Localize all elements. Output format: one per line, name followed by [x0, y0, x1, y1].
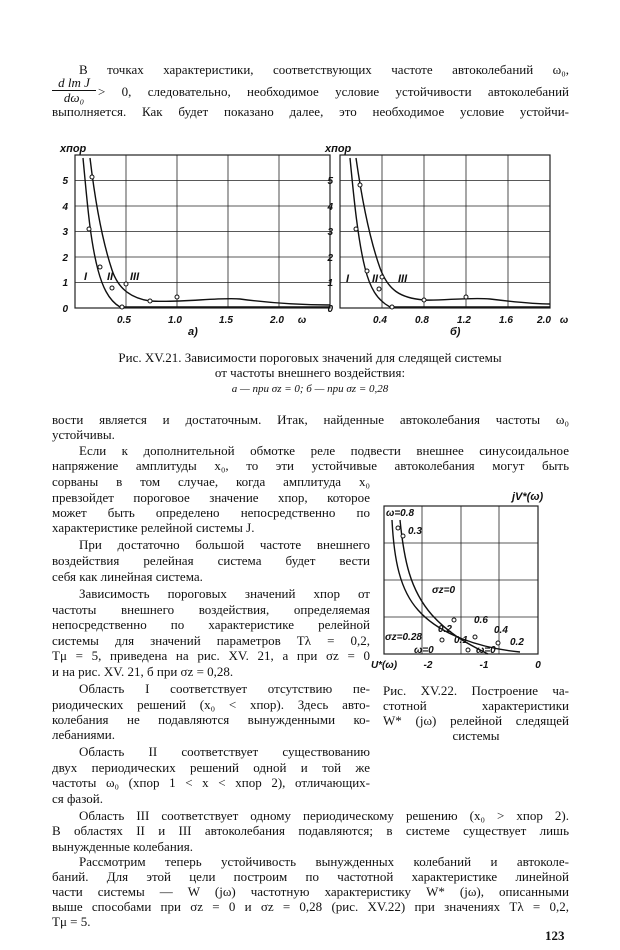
figure-caption: стотной характеристики — [383, 698, 569, 713]
text-line: Область I соответствует отсутствию пе- — [79, 681, 370, 696]
y-tick-label: 5 — [62, 176, 68, 187]
region-label: II — [107, 271, 114, 283]
figure-xv21-panel-b — [324, 143, 569, 338]
text-line: При достаточно большой частоте внешнего — [79, 537, 370, 552]
text-line: В областях II и III автоколебания подавляются; в системе существует лишь — [52, 823, 569, 838]
panel-label: а) — [188, 326, 198, 338]
point-label: 0.3 — [408, 526, 422, 537]
x-ticks — [371, 660, 541, 671]
text-line: Зависимость пороговых значений xпор от — [79, 586, 370, 601]
text-line: В точках характеристики, соответствующих частоте автоколебаний ω₀, — [79, 62, 569, 77]
y-tick-label: 5 — [327, 176, 333, 187]
curve-label: σz=0.28 — [385, 632, 422, 643]
x-tick-label: 0 — [535, 660, 541, 671]
y-tick-label: 4 — [62, 202, 68, 213]
region-label: I — [84, 271, 88, 283]
x-tick-label: 1.0 — [168, 315, 182, 326]
x-tick-label: -2 — [423, 660, 433, 671]
x-axis-label: U*(ω) — [370, 660, 398, 671]
text-line: вынужденные колебания. — [52, 839, 193, 854]
panel-label: б) — [450, 326, 461, 338]
region-label: II — [372, 273, 379, 285]
text-line: выполняется. Как будет показано далее, это необходимое условие устойчи- — [52, 104, 569, 119]
point-label: 0.6 — [474, 615, 488, 626]
point-label: 0.2 — [510, 637, 524, 648]
text-line: части системы — W (jω) частотную характеристику W* (jω), описанными — [52, 884, 569, 899]
grid — [340, 155, 550, 308]
x-tick-label: 1.2 — [457, 315, 471, 326]
text-line: характеристике релейной системы J. — [52, 520, 255, 535]
text-line: двух периодических решений одной и той же — [52, 760, 370, 775]
markers — [87, 175, 179, 309]
fraction-numerator: d lm J — [52, 76, 96, 91]
y-tick-label: 0 — [327, 304, 333, 315]
text-line: Рассмотрим теперь устойчивость вынужденных колебаний и автоколе- — [79, 854, 569, 869]
y-tick-label: 0 — [62, 304, 68, 315]
figure-caption: от частоты внешнего воздействия: — [214, 365, 406, 380]
figure-xv22 — [370, 480, 570, 680]
text-line: Область II соответствует существованию — [79, 744, 370, 759]
text-line: и на рис. XV. 21, б при σz = 0,28. — [52, 664, 234, 679]
y-tick-label: 4 — [327, 202, 333, 213]
point-label: 0.2 — [438, 624, 452, 635]
text-line: непосредственно по характеристике релейной — [52, 617, 370, 632]
region-label: III — [130, 271, 140, 283]
x-axis-unit: ω — [297, 315, 307, 326]
text-line: Tμ = 5. — [52, 914, 91, 929]
text-line: себя как линейная система. — [52, 569, 203, 584]
x-tick-label: -1 — [479, 660, 489, 671]
markers — [354, 183, 468, 309]
region-label: III — [398, 273, 408, 285]
point-label: 0.4 — [494, 625, 508, 636]
region-labels — [84, 271, 140, 283]
x-axis-unit: ω — [559, 315, 569, 326]
text-line: воздействия релейная система будет вести — [52, 553, 370, 568]
figure-caption: Рис. XV.21. Зависимости пороговых значений для следящей системы — [118, 350, 502, 365]
text-line: Tμ = 5, приведена на рис. XV. 21, а при σz = 0 — [52, 648, 370, 663]
fraction-denominator: dω₀ — [63, 90, 85, 105]
text-line: может быть определено непосредственно по — [52, 505, 370, 520]
text-line: частоты внешнего воздействия, определяемая — [52, 602, 370, 617]
text-line: частоты ω₀ (xпор 1 < x < xпор 2), отличающих- — [52, 775, 370, 790]
y-tick-label: 2 — [62, 253, 68, 264]
point-label: ω=0.8 — [386, 508, 415, 519]
x-tick-label: 2.0 — [537, 315, 551, 326]
text-line: лебаниями. — [52, 727, 115, 742]
figure-caption: Рис. XV.22. Построение ча- — [383, 683, 569, 698]
x-ticks — [373, 315, 569, 326]
figure-caption-legend: а — при σz = 0; б — при σz = 0,28 — [231, 383, 389, 395]
y-axis-label: xпор — [60, 143, 87, 155]
y-axis-label: jV*(ω) — [512, 491, 544, 503]
y-tick-label: 2 — [327, 253, 333, 264]
figure-xv21-panel-a — [59, 143, 330, 338]
x-tick-label: 1.6 — [499, 315, 513, 326]
text-line: колебания не подавляются вынужденными ко- — [52, 712, 370, 727]
text-line: ся фазой. — [52, 791, 103, 806]
text-line: риодических решений (x₀ < xпор). Здесь авто- — [52, 697, 370, 712]
x-tick-label: 0.8 — [415, 315, 429, 326]
y-ticks — [61, 176, 68, 315]
y-tick-label: 1 — [62, 278, 68, 289]
grid — [75, 155, 330, 308]
text-line: системы для значений параметров Tλ = 0,2, — [52, 633, 370, 648]
text-line: Если к дополнительной обмотке реле подвести внешнее синусоидальное — [79, 443, 569, 458]
text-line: > 0, следовательно, необходимое условие устойчивости автоколебаний — [98, 84, 569, 99]
text-line: сорваны в том случае, когда амплитуда x₀ — [52, 474, 370, 489]
text-line: устойчивы. — [52, 427, 115, 442]
figure-caption: системы — [452, 728, 500, 743]
x-tick-label: 2.0 — [270, 315, 284, 326]
point-label: ω=0 — [414, 645, 434, 656]
text-line: баний. Для этой цели построим по частотной характеристике линейной — [52, 869, 569, 884]
curve-label: σz=0 — [432, 585, 456, 596]
y-tick-label: 3 — [62, 227, 68, 238]
x-tick-label: 1.5 — [219, 315, 233, 326]
x-tick-label: 0.4 — [373, 315, 387, 326]
y-axis-label: xпор — [325, 143, 352, 155]
x-tick-label: 0.5 — [117, 315, 131, 326]
curve-labels — [385, 508, 524, 656]
point-label: ω=0 — [476, 645, 496, 656]
text-line: превзойдет пороговое значение xпор, которое — [52, 490, 370, 505]
figure-caption: W* (jω) релейной следящей — [383, 713, 569, 728]
fraction — [52, 76, 96, 105]
figure-xv21 — [40, 140, 580, 340]
text-line: вости является и достаточным. Итак, найденные автоколебания частоты ω₀ — [52, 412, 569, 427]
region-labels — [346, 273, 408, 285]
region-label: I — [346, 273, 350, 285]
text-line: выше способами при σz = 0 и σz = 0,28 (рис. XV.22) при значениях Tλ = 0,2, — [52, 899, 569, 914]
y-tick-label: 3 — [327, 227, 333, 238]
text-line: напряжение амплитуды x₀, то эти устойчивые автоколебания могут быть — [52, 458, 569, 473]
page-number: 123 — [545, 928, 565, 943]
point-label: 0.1 — [454, 635, 468, 646]
text-line: Область III соответствует одному периодическому решению (x₀ > xпор 2). — [79, 808, 569, 823]
y-tick-label: 1 — [327, 278, 333, 289]
x-ticks — [117, 315, 307, 326]
